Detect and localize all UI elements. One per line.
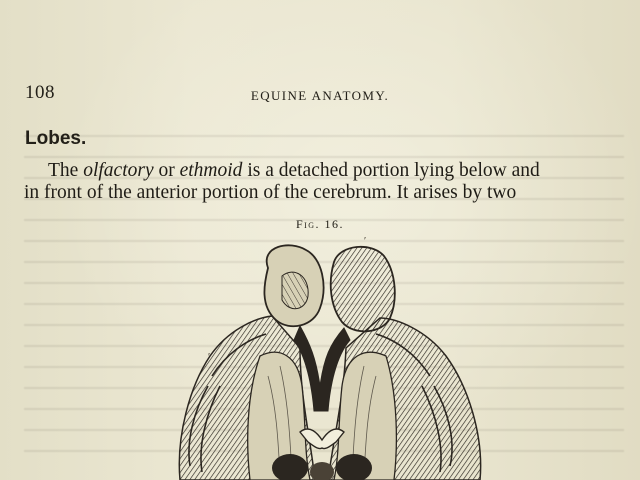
figure-mark-top: ′ xyxy=(364,236,367,247)
page-number: 108 xyxy=(25,82,55,103)
term-olfactory: olfactory xyxy=(83,160,154,181)
figure-mark-left: ′ xyxy=(208,352,211,363)
text-segment: or xyxy=(153,160,180,181)
paragraph-line-1 xyxy=(48,160,540,182)
running-head: EQUINE ANATOMY. xyxy=(250,88,390,103)
text-segment: The xyxy=(48,160,84,181)
text-segment: is a detached portion lying below and xyxy=(242,160,540,181)
paragraph-line-2: in front of the anterior portion of the cerebrum. It arises by two xyxy=(24,182,517,203)
figure-caption: Fig. 16. xyxy=(295,217,345,231)
term-ethmoid: ethmoid xyxy=(179,160,243,181)
right-olfactory-bulb xyxy=(331,247,395,332)
section-heading: Lobes. xyxy=(25,128,87,149)
brain-engraving-svg xyxy=(150,236,490,480)
brain-illustration xyxy=(150,236,490,480)
